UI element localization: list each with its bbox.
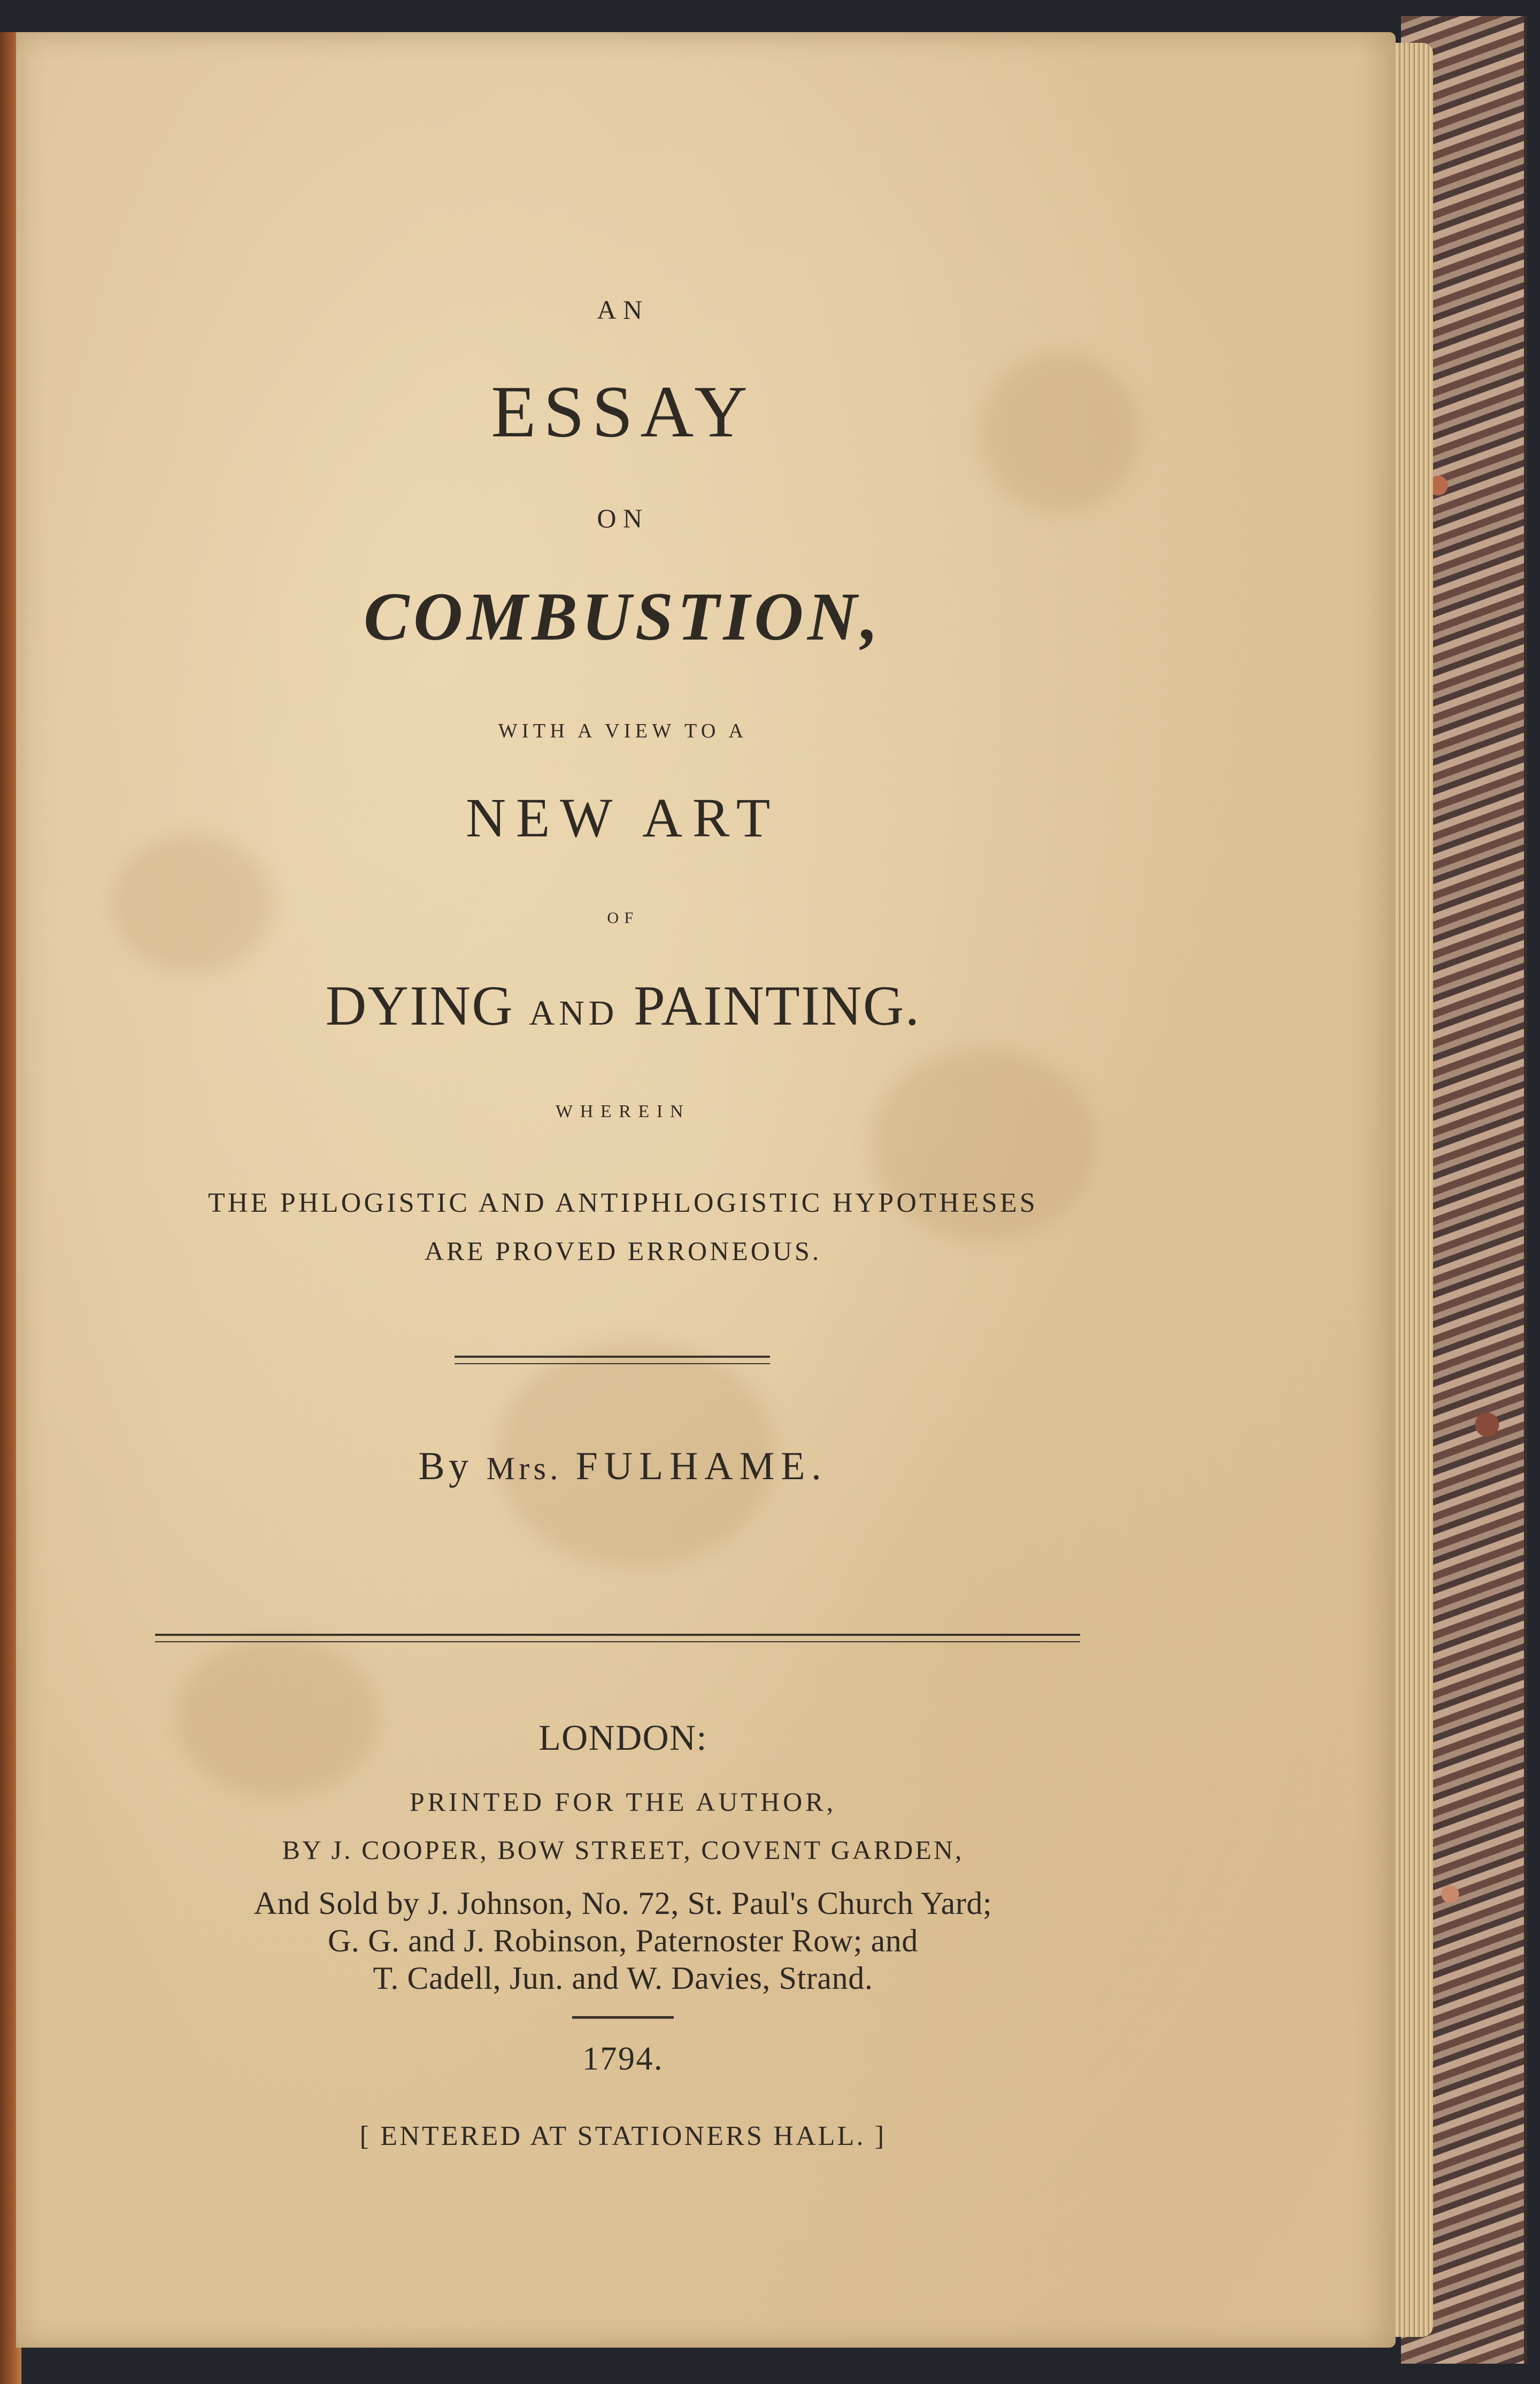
- imprint-london: LONDON:: [538, 1717, 707, 1758]
- line-new-art: NEW ART: [466, 787, 780, 849]
- imprint-year: 1794.: [582, 2041, 664, 2077]
- imprint-printed-for: PRINTED FOR THE AUTHOR,: [409, 1787, 837, 1817]
- line-of: OF: [607, 909, 639, 927]
- imprint-sold-line-2: G. G. and J. Robinson, Paternoster Row; and: [327, 1923, 919, 1958]
- imprint-cooper: BY J. COOPER, BOW STREET, COVENT GARDEN,: [282, 1835, 964, 1865]
- dying-word: DYING: [325, 974, 514, 1037]
- by-word: By: [418, 1444, 473, 1488]
- imprint-sold-line-3: T. Cadell, Jun. and W. Davies, Strand.: [373, 1960, 873, 1996]
- and-word: AND: [529, 994, 619, 1033]
- short-rule: [572, 2016, 674, 2019]
- divider-rule-long: [155, 1634, 1080, 1642]
- line-proved-erroneous: ARE PROVED ERRONEOUS.: [424, 1236, 822, 1266]
- line-with-a-view: WITH A VIEW TO A: [498, 720, 748, 742]
- line-an: AN: [597, 295, 649, 325]
- imprint-sold-line-1: And Sold by J. Johnson, No. 72, St. Paul's Church Yard;: [253, 1886, 992, 1921]
- line-essay: ESSAY: [491, 371, 755, 452]
- line-on: ON: [597, 503, 649, 533]
- line-wherein: WHEREIN: [556, 1102, 690, 1121]
- entered-at-stationers: [ ENTERED AT STATIONERS HALL. ]: [359, 2121, 887, 2151]
- line-hypotheses: THE PHLOGISTIC AND ANTIPHLOGISTIC HYPOTHESES: [208, 1188, 1038, 1218]
- author-line: [32, 1444, 1214, 1489]
- mrs-word: Mrs.: [486, 1451, 562, 1486]
- title-page: [16, 32, 1396, 2348]
- divider-rule: [455, 1356, 770, 1364]
- line-combustion: COMBUSTION,: [364, 579, 882, 655]
- painting-word: PAINTING.: [633, 974, 921, 1037]
- author-name: FULHAME.: [575, 1444, 828, 1488]
- line-dying-and-painting: [32, 973, 1214, 1039]
